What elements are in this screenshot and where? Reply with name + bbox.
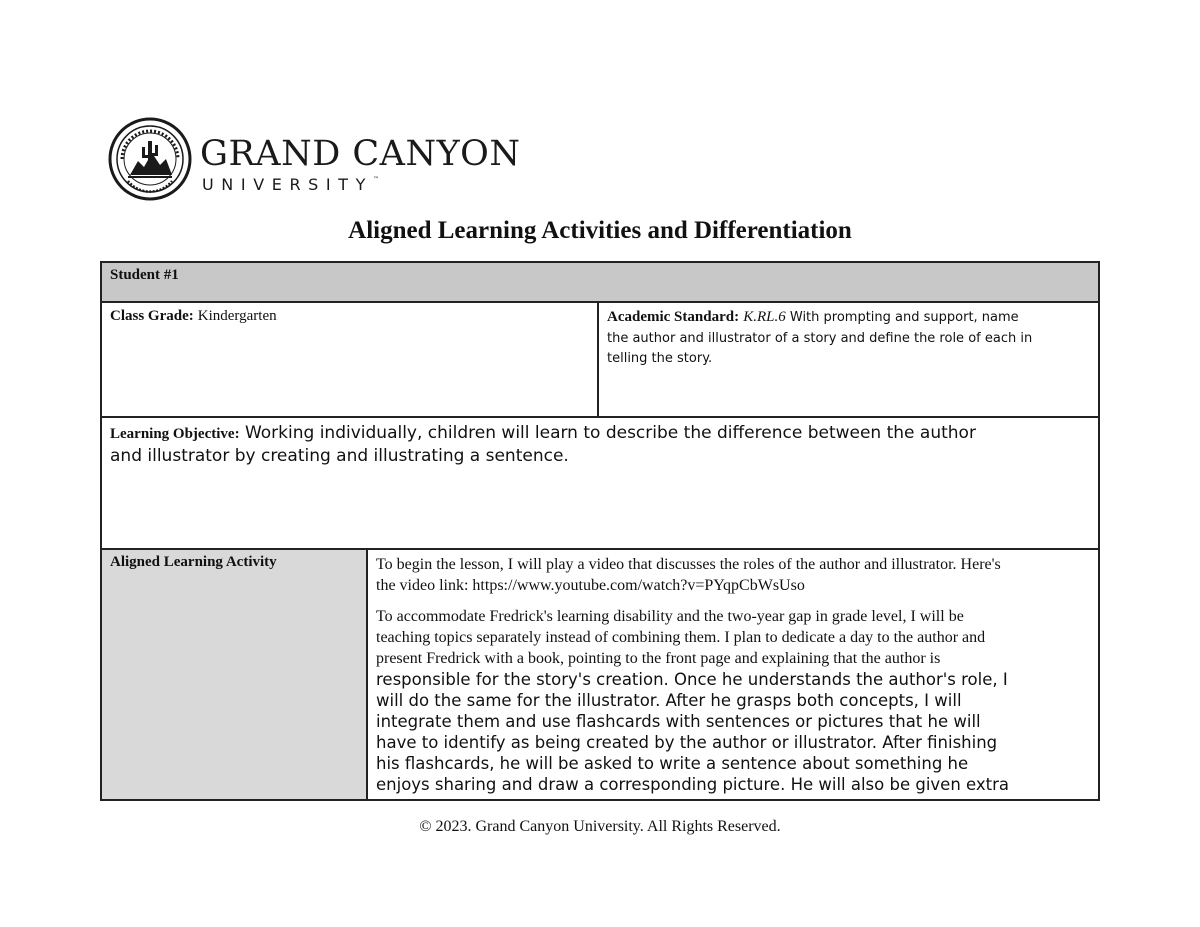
activity-paragraph-2-sans <box>376 669 1090 795</box>
learning-objective-cell <box>101 417 1099 549</box>
academic-standard-label: Academic Standard: <box>607 309 740 325</box>
grade-standard-row <box>101 302 1099 417</box>
learning-objective-line1: Working individually, children will learn to describe the difference between the author <box>244 423 976 443</box>
class-grade-label: Class Grade: <box>110 308 194 324</box>
lesson-table <box>100 261 1100 801</box>
trademark-mark: ™ <box>373 176 379 183</box>
activity-p2-line2: teaching topics separately instead of combining them. I plan to dedicate a day to the author and <box>376 629 986 646</box>
activity-p2-line6: integrate them and use flashcards with sentences or pictures that he will <box>376 712 981 731</box>
activity-paragraph-2-serif <box>376 606 1090 669</box>
academic-standard-cell <box>598 302 1099 417</box>
learning-objective-line2: and illustrator by creating and illustrating a sentence. <box>110 446 569 466</box>
activity-p1-line2: the video link: https://www.youtube.com/watch?v=PYqpCbWsUso <box>376 577 805 594</box>
standard-text-line3: telling the story. <box>607 351 713 366</box>
student-label: Student #1 <box>110 267 179 283</box>
standard-code: K.RL.6 <box>743 309 786 325</box>
activity-p2-line1: To accommodate Fredrick's learning disability and the two-year gap in grade level, I will be <box>376 608 964 625</box>
activity-p1-line1: To begin the lesson, I will play a video that discusses the roles of the author and illustrator. Here's <box>376 556 1001 573</box>
university-seal-icon <box>108 117 192 201</box>
student-cell <box>101 262 1099 302</box>
class-grade-value: Kindergarten <box>197 308 277 324</box>
logo-university-text: UNIVERSITY <box>202 175 373 194</box>
class-grade-content <box>102 303 597 329</box>
student-row <box>101 262 1099 302</box>
logo-name-line1: GRAND CANYON <box>200 134 521 174</box>
activity-p2-line8: his flashcards, he will be asked to write a sentence about something he <box>376 754 969 773</box>
activity-p2-line9: enjoys sharing and draw a corresponding picture. He will also be given extra <box>376 775 1010 794</box>
activity-p2-line5: will do the same for the illustrator. After he grasps both concepts, I will <box>376 691 962 710</box>
aligned-activity-label: Aligned Learning Activity <box>110 554 277 570</box>
logo-name-line2 <box>202 177 379 193</box>
paragraph-spacer <box>376 596 1090 606</box>
class-grade-cell <box>101 302 598 417</box>
aligned-activity-content-cell <box>367 549 1099 800</box>
activity-paragraph-1 <box>376 554 1090 596</box>
standard-text-line1: With prompting and support, name <box>789 310 1019 325</box>
document-title: Aligned Learning Activities and Differentiation <box>348 217 852 244</box>
learning-objective-content <box>102 418 1098 471</box>
activity-p2-line7: have to identify as being created by the author or illustrator. After finishing <box>376 733 998 752</box>
aligned-activity-row <box>101 549 1099 800</box>
aligned-activity-label-cell <box>101 549 367 800</box>
activity-p2-line3: present Fredrick with a book, pointing to the front page and explaining that the author is <box>376 650 941 667</box>
learning-objective-label: Learning Objective: <box>110 426 240 442</box>
activity-p2-line4: responsible for the story's creation. Once he understands the author's role, I <box>376 670 1008 689</box>
learning-objective-row <box>101 417 1099 549</box>
academic-standard-content <box>599 303 1098 374</box>
gcu-logo <box>108 117 521 201</box>
copyright-footer: © 2023. Grand Canyon University. All Rights Reserved. <box>419 818 781 835</box>
aligned-activity-content <box>368 550 1098 799</box>
standard-text-line2: the author and illustrator of a story and define the role of each in <box>607 330 1033 346</box>
